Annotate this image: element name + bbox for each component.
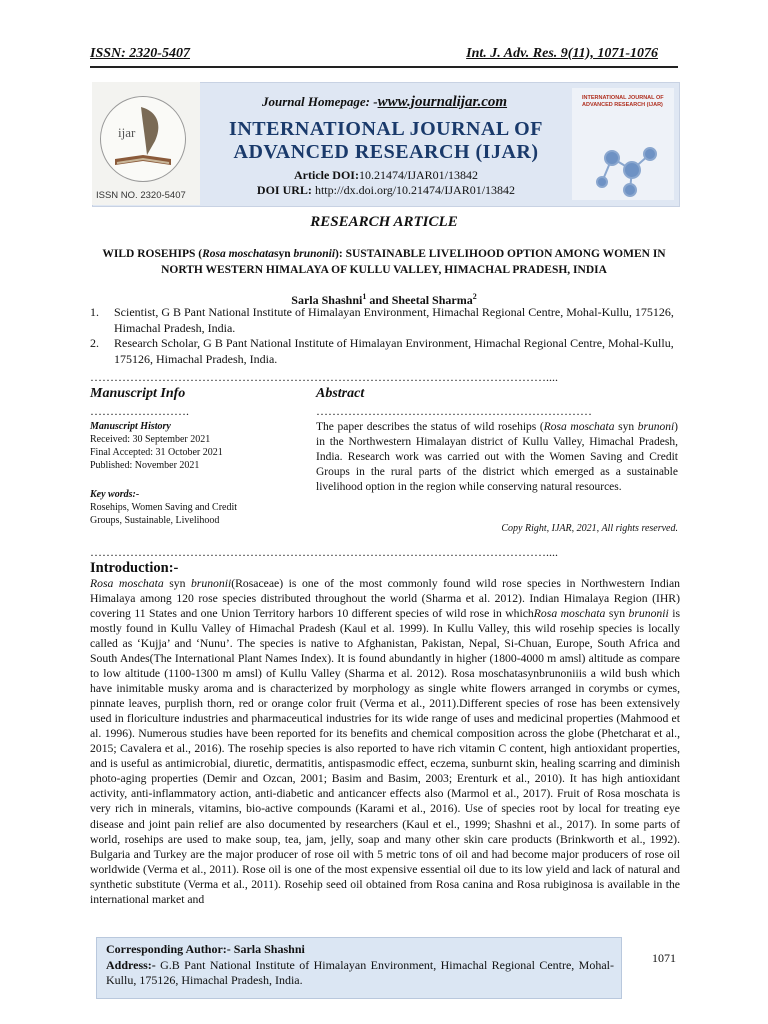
doi-url-label: DOI URL: <box>256 183 312 197</box>
abstract-part: ) in the Northwestern Himalayan district of Kullu Valley, Himachal Pradesh, India. Research work was carried out with the Women Saving and Credit Groups in the rural parts of the district which emerged as a sustainable livelihood option in the region while conserving natural resources. <box>316 421 678 493</box>
introduction-text <box>90 576 680 907</box>
abstract-species: brunoni <box>637 421 675 433</box>
title-syn: syn <box>273 248 294 260</box>
received-date: Received: 30 September 2021 <box>90 434 211 445</box>
corresponding-author-label: Corresponding Author:- Sarla Shashni <box>106 942 305 956</box>
abstract-part: syn <box>614 421 638 433</box>
paper-title <box>90 247 678 278</box>
address-text: G.B Pant National Institute of Himalayan Environment, Himachal Regional Centre, Mohal-Kullu, 175126, Himachal Pradesh, India. <box>106 957 614 988</box>
title-species: Rosa moschata <box>202 248 274 260</box>
dotted-separator: ……………………. <box>90 404 189 418</box>
corresponding-author <box>106 942 614 989</box>
affiliation-text: Research Scholar, G B Pant National Institute of Himalayan Environment, Himachal Regional Centre, Mohal-Kullu, 175126, Himachal Pradesh, India. <box>114 336 674 366</box>
abstract-heading: Abstract <box>316 386 365 401</box>
published-date: Published: November 2021 <box>90 460 200 471</box>
article-doi: 10.21474/IJAR01/13842 <box>358 168 478 182</box>
manuscript-info-heading: Manuscript Info <box>90 386 186 401</box>
title-text: WILD ROSEHIPS ( <box>102 248 203 260</box>
affiliation-number: 2. <box>90 336 99 351</box>
intro-part: (Rosaceae) is one of the most commonly found wild rose species in Northwestern Indian Himalaya among 120 rose species distributed throughout the world (Sharma et al. 2012). Indian Himalaya Region (IHR) covering 11 States and one Union Territory harbors 10 different species of wild rose in which <box>90 577 680 621</box>
author-1-sup: 1 <box>362 292 367 301</box>
journal-name: INTERNATIONAL JOURNAL OF ADVANCED RESEARCH (IJAR) <box>229 118 543 163</box>
affiliation-number: 1. <box>90 305 99 319</box>
address-label: Address:- <box>106 957 156 972</box>
author-1: Sarla Shashni <box>291 293 363 307</box>
author-2-sup: 2 <box>472 292 477 301</box>
doi-block <box>200 168 572 198</box>
article-doi-label: Article DOI: <box>294 168 359 182</box>
intro-part: syn <box>605 607 629 621</box>
title-species-syn: brunonii <box>293 248 336 260</box>
doi-url-link[interactable]: http://dx.doi.org/10.21474/IJAR01/13842 <box>314 183 516 197</box>
cover-journal-title: INTERNATIONAL JOURNAL OF ADVANCED RESEARCH (IJAR) <box>582 95 664 108</box>
copyright: Copy Right, IJAR, 2021, All rights reserved. <box>501 523 678 534</box>
affiliation-item <box>90 305 680 336</box>
dotted-separator: …………………………………………………………………………………………………….... <box>90 370 558 384</box>
homepage-label: Journal Homepage: - <box>262 94 378 109</box>
affiliations <box>90 305 680 367</box>
intro-part: is mostly found in Kullu Valley of Himachal Pradesh (Kaul et al. 1999). In Kullu Valley, this wild rosehip species is locally called as ‘Kujja’ and ‘Nunu’. The species is native to Afghanistan, Pakistan, Nepal, Si-Chuan, Europe, South Africa and South Andes(The International Plant Names Index). It is found abundantly in higher (1800-4000 m amsl) altitude as compare to low altitude (1100-1300 m amsl) of Kullu Valley (Sharma et al. 2012). Rosa moschatasynbrunoniiis a wild bush which have inimitable musky aroma and is characterized by morphology as single white flowers arranged in corymbs or cymes, pinnate leaves, purplish thorn, red or orange color fruit (Verma et al., 2011).Different species of rose has been extensively used in floriculture industries and pharmaceutical industries for its wide range of uses and medicinal properties (Mahmood et al. 1996). Numerous studies have been reported for its benefits and chemical composition across the globe (Phetcharat et al., 2015; Cavalera et al., 2016). The rosehip species is also reported to have rich vitamin C content, high antioxidant properties, and is useful as antimicrobial, diuretic, dermatitis, antispasmodic effect, eczema, sunburnt skin, healing scarring and diminish photo-aging properties (Demir and Ozcan, 2001; Basim and Basim, 2003; Erenturk et al., 2010). It has high antioxidant activity, anti-inflammatory action, anti-diabetic and anticancer effects also (Marmol et al., 2017). Fruit of Rosa moschata is very rich in minerals, vitamins, bio-active compounds (Karami et al., 2016). Use of species root by local for treating eye disease and joint pain relief are also documented by researchers (Kaul et el., 1999; Shashni et al., 2017). In some parts of world, rosehips are used to make soup, tea, jam, jelly, soap and many other skin care products (Brinkworth et al., 1992). Bulgaria and Turkey are the major producer of rose oil with 5 metric tons of oil and had become major producers of rose oil worldwide (Verma et al., 2011). Rose oil is one of the most expensive essential oil due to its low yield and lack of natural and synthetic substitute (Verma et al., 2011). Rosehip seed oil obtained from Rosa canina and Rosa rubiginosa is available in the international market and <box>90 607 680 906</box>
manuscript-history-label: Manuscript History <box>90 421 171 432</box>
page-number: 1071 <box>652 951 676 965</box>
article-type: RESEARCH ARTICLE <box>310 214 458 230</box>
keywords: Rosehips, Women Saving and Credit Groups, Sustainable, Livelihood <box>90 502 238 526</box>
keywords-label: Key words:- <box>90 489 140 500</box>
intro-species: Rosa moschata <box>90 577 164 590</box>
accepted-date: Final Accepted: 31 October 2021 <box>90 447 223 458</box>
intro-species: brunonii <box>190 577 232 590</box>
journal-homepage <box>262 94 507 111</box>
title-text-rest: ): SUSTAINABLE LIVELIHOOD OPTION AMONG WOMEN IN NORTH WESTERN HIMALAYA OF KULLU VALLEY, HIMACHAL PRADESH, INDIA <box>161 248 666 276</box>
intro-species: Rosa moschata <box>533 607 606 621</box>
running-header-issn: ISSN: 2320-5407 <box>90 46 190 61</box>
manuscript-info <box>90 420 270 527</box>
intro-part: syn <box>163 577 191 590</box>
affiliation-text: Scientist, G B Pant National Institute of Himalayan Environment, Himachal Regional Centre, Mohal-Kullu, 175126, Himachal Pradesh, India. <box>114 305 674 335</box>
abstract-part: The paper describes the status of wild rosehips ( <box>316 421 544 433</box>
header-rule <box>90 66 678 68</box>
journal-logo-text: ijar <box>118 125 136 140</box>
journal-logo <box>100 96 186 182</box>
running-header-citation: Int. J. Adv. Res. 9(11), 1071-1076 <box>466 46 658 61</box>
abstract-species: Rosa moschata <box>543 421 615 433</box>
intro-species: brunonii <box>628 607 669 621</box>
introduction-heading: Introduction:- <box>90 560 179 576</box>
logo-issn: ISSN NO. 2320-5407 <box>96 190 186 201</box>
dotted-separator: …………………………………………………………………………………………………….... <box>90 545 558 559</box>
author-and: and <box>366 293 392 307</box>
affiliation-item <box>90 336 680 367</box>
homepage-url-link[interactable]: www.journalijar.com <box>377 94 508 110</box>
abstract-text <box>316 420 678 495</box>
quill-book-icon <box>101 97 185 181</box>
dotted-separator: …………………………………………………………… <box>316 404 592 418</box>
author-2: Sheetal Sharma <box>391 293 473 307</box>
